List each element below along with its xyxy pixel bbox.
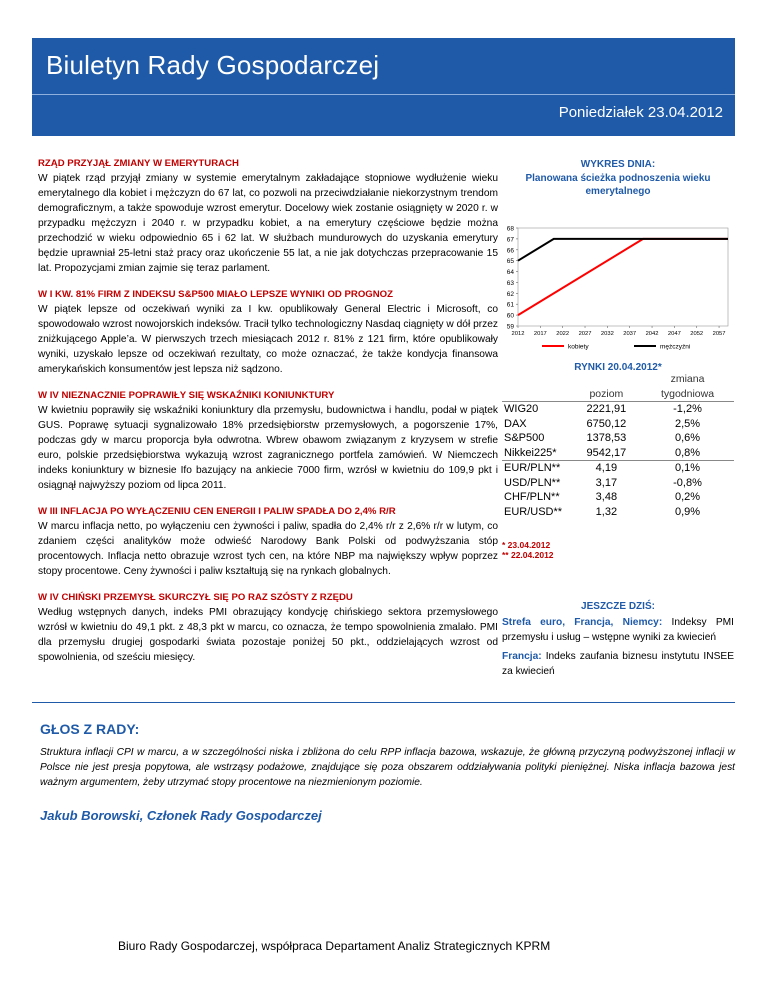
section-heading: W IV CHIŃSKI PRZEMYSŁ SKURCZYŁ SIĘ PO RAZ SZÓSTY Z RZĘDU xyxy=(38,592,353,603)
section-heading: W I KW. 81% FIRM Z INDEKSU S&P500 MIAŁO LEPSZE WYNIKI OD PROGNOZ xyxy=(38,289,394,300)
today-item-label: Strefa euro, Francja, Niemcy: xyxy=(502,617,663,628)
today-item-label: Francja: xyxy=(502,651,542,662)
y-tick-label: 59 xyxy=(506,323,514,331)
header-banner xyxy=(32,38,735,136)
y-tick-label: 63 xyxy=(506,279,514,287)
market-name: EUR/PLN** xyxy=(502,461,572,476)
column-header-change: zmiana tygodniowa xyxy=(660,373,715,400)
y-tick-label: 68 xyxy=(506,225,514,233)
market-level: 3,48 xyxy=(595,491,618,503)
y-tick-label: 65 xyxy=(506,258,514,266)
market-name: Nikkei225* xyxy=(504,446,557,459)
table-row xyxy=(502,490,734,505)
chart-heading-title: Planowana ścieżka podnoszenia wieku emerytalnego xyxy=(525,172,711,197)
council-voice-heading: GŁOS Z RADY: xyxy=(40,721,140,737)
section-text: W kwietniu poprawiły się wskaźniki koniunktury dla przemysłu, budownictwa i handlu, podał w piątek GUS. Poprawę sytuacji sygnalizowało 18% przedsiębiorstw przemysłowych, a pogorszenie 17%, podczas gdy w marcu proporcja była odwrotna. Wbrew obawom związanym z kryzysem w strefie euro, polskie przedsiębiorstwa wykazują wzrost zagranicznego portfela zamówień. W Niemczech indeks koniunktury w biznesie Ifo bazujący na ankiecie 7000 firm, wzrósł w kwietniu do 109,9 pkt i osiągnął najwyższy poziom od lipca 2011. xyxy=(38,405,498,491)
market-level: 4,19 xyxy=(572,461,641,476)
legend-label: mężczyźni xyxy=(660,343,691,351)
table-row xyxy=(502,461,734,476)
footnote-1: * 23.04.2012 xyxy=(502,540,551,550)
market-name: USD/PLN** xyxy=(504,476,561,489)
market-name: CHF/PLN** xyxy=(504,491,560,503)
today-list xyxy=(502,615,734,683)
footnote-2: ** 22.04.2012 xyxy=(502,550,554,560)
market-level: 3,17 xyxy=(595,476,618,489)
x-tick-label: 2052 xyxy=(690,331,704,337)
x-tick-label: 2022 xyxy=(556,331,570,337)
news-section xyxy=(38,506,498,579)
y-tick-label: 67 xyxy=(506,236,514,244)
sidebar-column xyxy=(502,158,734,677)
x-tick-label: 2032 xyxy=(600,331,614,337)
y-tick-label: 66 xyxy=(506,247,514,255)
today-item xyxy=(502,615,734,645)
x-tick-label: 2037 xyxy=(623,331,637,337)
market-level: 1378,53 xyxy=(586,432,627,444)
section-heading: RZĄD PRZYJĄŁ ZMIANY W EMERYTURACH xyxy=(38,158,239,169)
market-change: 0,1% xyxy=(641,461,734,476)
y-tick-label: 62 xyxy=(506,290,514,298)
section-text: W piątek lepsze od oczekiwań wyniki za I kw. opublikowały General Electric i Microsoft, co spowodowało wzrost nowojorskich indeksów. Tracił tylko technologiczny Nasdaq ciągnięty w dół przez zniżkującego Apple’a. W pierwszych trzech miesiącach 2012 r. 81% z 121 firm, które opublikowały wyniki, uzyskało lepsze od oczekiwań rezultaty, co może oznaczać, że także kondycja finansowa amerykańskich konsumentów jest lepsza niż sądzono. xyxy=(38,304,498,375)
today-heading: JESZCZE DZIŚ: xyxy=(581,601,655,612)
market-name: EUR/USD** xyxy=(504,505,563,518)
section-heading: W IV NIEZNACZNIE POPRAWIŁY SIĘ WSKAŹNIKI KONIUNKTURY xyxy=(38,390,335,401)
market-change: 0,6% xyxy=(674,432,701,444)
market-change: 2,5% xyxy=(674,417,701,430)
market-change: -1,2% xyxy=(641,402,734,417)
section-heading: W III INFLACJA PO WYŁĄCZENIU CEN ENERGII I PALIW SPADŁA DO 2,4% R/R xyxy=(38,506,396,517)
council-voice-text: Struktura inflacji CPI w marcu, a w szczególności niska i zbliżona do celu RPP inflacja bazowa, wskazuje, że główną przyczyną podwyższonej inflacji w Polsce nie jest presja popytowa, ale wstrząsy podażowe, znajdujące się poza obszarem oddziaływania polityki pieniężnej. Niska inflacja bazowa jest ważnym argumentem, żeby utrzymać stopy procentowe na niezmienionym poziomie. xyxy=(40,747,735,788)
council-voice-author: Jakub Borowski, Członek Rady Gospodarczej xyxy=(40,808,322,823)
markets-heading: RYNKI 20.04.2012* xyxy=(574,362,662,373)
markets-table xyxy=(502,372,734,519)
market-name: WIG20 xyxy=(502,402,572,417)
retirement-age-chart xyxy=(502,224,734,356)
market-name: DAX xyxy=(504,417,527,430)
market-change: -0,8% xyxy=(673,476,702,489)
news-column xyxy=(38,158,498,678)
chart-heading-label: WYKRES DNIA: xyxy=(580,159,656,170)
market-level: 1,32 xyxy=(595,505,618,518)
x-tick-label: 2042 xyxy=(645,331,659,337)
bulletin-title: Biuletyn Rady Gospodarczej xyxy=(46,50,380,80)
markets-footnotes xyxy=(502,540,554,560)
today-item xyxy=(502,649,734,679)
table-row xyxy=(502,417,734,432)
market-level: 2221,91 xyxy=(572,402,641,417)
plot-area xyxy=(518,228,728,326)
market-name: S&P500 xyxy=(504,432,545,444)
bulletin-date: Poniedziałek 23.04.2012 xyxy=(558,104,723,121)
today-item-text: Indeks zaufania biznesu instytutu INSEE za kwiecień xyxy=(502,651,734,677)
table-row xyxy=(502,431,734,446)
x-tick-label: 2012 xyxy=(511,331,525,337)
section-text: W marcu inflacja netto, po wyłączeniu cen żywności i paliw, spadła do 2,4% r/r z 2,6% r/r w lutym, co zdaniem części analityków może odwieść Narodowy Bank Polski od podwyższania stóp procentowych. Inflacja netto obrazuje wzrost tych cen, na które NBP ma największy wpływ poprzez stopy procentowe. Ceny żywności i paliw kształtują się na rynkach globalnych. xyxy=(38,521,498,577)
section-text: W piątek rząd przyjął zmiany w systemie emerytalnym zakładające stopniowe wydłużenie wieku emerytalnego dla kobiet i mężczyzn do 67 lat, co pozwoli na przeciwdziałanie niekorzystnym trendom demograficznym, a także spowoduje wzrost emerytur. Docelowy wiek zostanie osiągnięty w 2020 r. w przypadku mężczyzn i 2040 r. w przypadku kobiet, a na emerytury częściowe będzie można przechodzić w wieku odpowiednio 65 i 62 lat. W służbach mundurowych do uzyskania emerytury będzie uprawniał 25-letni staż pracy oraz ukończenie 55 lat, a nie jak dotychczas przepracowanie 15 lat. Propozycjami zmian zajmie się teraz parlament. xyxy=(38,173,498,274)
x-tick-label: 2057 xyxy=(712,331,726,337)
market-change: 0,8% xyxy=(674,446,701,459)
section-text: Według wstępnych danych, indeks PMI obrazujący kondycję chińskiego sektora przemysłowego wzrósł w kwietniu do 49,1 pkt. z 48,3 pkt w marcu, co oznacza, że tempo spowolnienia zmalało. PMI dla przemysłu drugiej gospodarki świata pozostaje poniżej 50 pkt., oddzielających wzrost od spowolnienia, od sześciu miesięcy. xyxy=(38,607,498,663)
market-change: 0,9% xyxy=(674,505,701,518)
table-row xyxy=(502,446,734,461)
market-level: 9542,17 xyxy=(586,446,627,459)
market-change: 0,2% xyxy=(674,491,701,503)
today-item-text: Indeksy PMI przemysłu i usług – wstępne wyniki za kwiecień xyxy=(502,617,734,643)
footer-text: Biuro Rady Gospodarczej, współpraca Departament Analiz Strategicznych KPRM xyxy=(118,939,551,953)
table-row xyxy=(502,505,734,520)
market-level: 6750,12 xyxy=(586,417,627,430)
news-section xyxy=(38,289,498,377)
y-tick-label: 61 xyxy=(506,301,514,309)
x-tick-label: 2027 xyxy=(578,331,592,337)
banner-divider xyxy=(32,94,735,95)
table-row xyxy=(502,476,734,491)
news-section xyxy=(38,158,498,276)
news-section xyxy=(38,390,498,493)
table-header-row xyxy=(502,372,734,402)
legend-label: kobiety xyxy=(568,343,589,351)
council-voice-section xyxy=(32,702,735,823)
x-tick-label: 2017 xyxy=(533,331,547,337)
chart-heading xyxy=(502,158,734,199)
column-header-level: poziom xyxy=(589,387,624,400)
y-tick-label: 64 xyxy=(506,269,514,277)
table-row xyxy=(502,402,734,417)
x-tick-label: 2047 xyxy=(667,331,681,337)
y-tick-label: 60 xyxy=(506,312,514,320)
news-section xyxy=(38,592,498,665)
